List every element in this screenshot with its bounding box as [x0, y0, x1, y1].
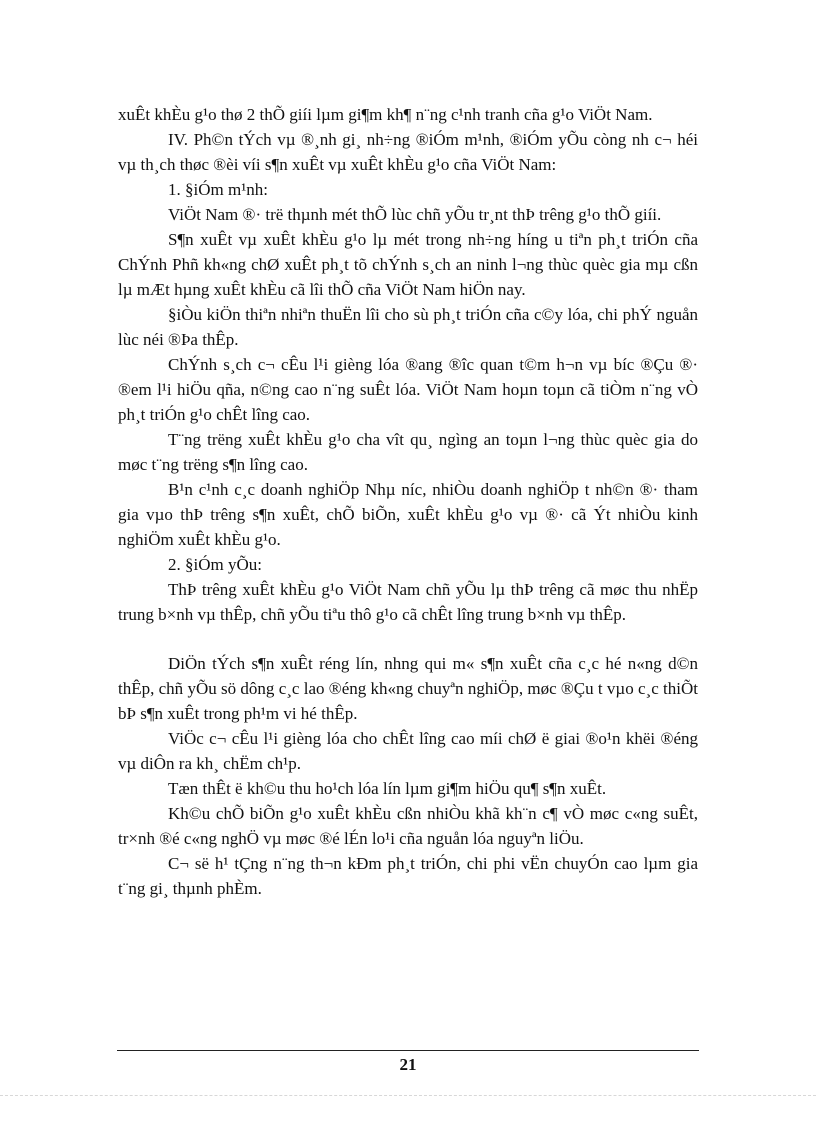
- paragraph: B¹n c¹nh c¸c doanh nghiÖp Nhµ níc, nhiÒu doanh nghiÖp t nh©n ®· tham gia vµo thÞ trêng s¶n xuÊt, chÕ biÕn, xuÊt khÈu g¹o vµ ®· cã Ýt nhiÒu kinh nghiÖm xuÊt khÈu g¹o.: [118, 480, 698, 549]
- paragraph: 1. §iÓm m¹nh:: [168, 180, 269, 199]
- page-number: 21: [399, 1055, 417, 1074]
- paragraph: Tæn thÊt ë kh©u thu ho¹ch lóa lín lµm gi¶m hiÖu qu¶ s¶n xuÊt.: [168, 779, 607, 798]
- paragraph: §iÒu kiÖn thiªn nhiªn thuËn lîi cho sù ph¸t triÓn cña c©y lóa, chi phÝ nguån lùc néi ®Þa thÊp.: [118, 305, 698, 349]
- paragraph: C¬ së h¹ tÇng n¨ng th¬n kÐm ph¸t triÓn, chi phi vËn chuyÓn cao lµm gia t¨ng gi¸ thµnh phÈm.: [118, 854, 698, 898]
- paragraph: 2. §iÓm yÕu:: [168, 555, 262, 574]
- paragraph: IV. Ph©n tÝch vµ ®¸nh gi¸ nh÷ng ®iÓm m¹nh, ®iÓm yÕu còng nh c¬ héi vµ th¸ch thøc ®èi víi s¶n xuÊt vµ xuÊt khÈu g¹o cña ViÖt Nam:: [118, 130, 698, 174]
- paragraph: ViÖc c¬ cÊu l¹i gièng lóa cho chÊt lîng cao míi chØ ë giai ®o¹n khëi ®éng vµ diÔn ra kh¸ chËm ch¹p.: [118, 729, 698, 773]
- page-body: [118, 102, 698, 901]
- paragraph: T¨ng trëng xuÊt khÈu g¹o cha vît qu¸ ngìng an toµn l¬ng thùc quèc gia do møc t¨ng trëng s¶n lîng cao.: [118, 430, 698, 474]
- paragraph: S¶n xuÊt vµ xuÊt khÈu g¹o lµ mét trong nh÷ng híng u tiªn ph¸t triÓn cña ChÝnh Phñ kh«ng chØ xuÊt ph¸t tõ chÝnh s¸ch an ninh l¬ng thùc quèc gia mµ cßn lµ mÆt hµng xuÊt khÈu cã lîi thÕ cña ViÖt Nam hiÖn nay.: [118, 230, 698, 299]
- paragraph: ChÝnh s¸ch c¬ cÊu l¹i gièng lóa ®ang ®îc quan t©m h¬n vµ bíc ®Çu ®· ®em l¹i hiÖu qña, n©ng cao n¨ng suÊt lóa. ViÖt Nam hoµn toµn cã tiÒm n¨ng vÒ ph¸t triÓn g¹o chÊt lîng cao.: [118, 355, 698, 424]
- paragraph: ViÖt Nam ®· trë thµnh mét thÕ lùc chñ yÕu tr¸nt thÞ trêng g¹o thÕ giíi.: [168, 205, 662, 224]
- paragraph: DiÖn tÝch s¶n xuÊt réng lín, nhng qui m« s¶n xuÊt cña c¸c hé n«ng d©n thÊp, chñ yÕu sö dông c¸c lao ®éng kh«ng chuyªn nghiÖp, møc ®Çu t vµo c¸c thiÕt bÞ s¶n xuÊt trong ph¹m vi hé thÊp.: [118, 654, 698, 723]
- paragraph: Kh©u chÕ biÕn g¹o xuÊt khÈu cßn nhiÒu khã kh¨n c¶ vÒ møc c«ng suÊt, tr×nh ®é c«ng nghÖ vµ møc ®é lÉn lo¹i cña nguån lóa nguyªn liÖu.: [118, 804, 698, 848]
- paragraph: ThÞ trêng xuÊt khÈu g¹o ViÖt Nam chñ yÕu lµ thÞ trêng cã møc thu nhËp trung b×nh vµ thÊp, chñ yÕu tiªu thô g¹o cã chÊt lîng trung b×nh vµ thÊp.: [118, 580, 698, 624]
- page-edge-divider: [0, 1095, 816, 1096]
- footer-divider: [117, 1050, 699, 1051]
- paragraph: xuÊt khÈu g¹o thø 2 thÕ giíi lµm gi¶m kh¶ n¨ng c¹nh tranh cña g¹o ViÖt Nam.: [118, 105, 653, 124]
